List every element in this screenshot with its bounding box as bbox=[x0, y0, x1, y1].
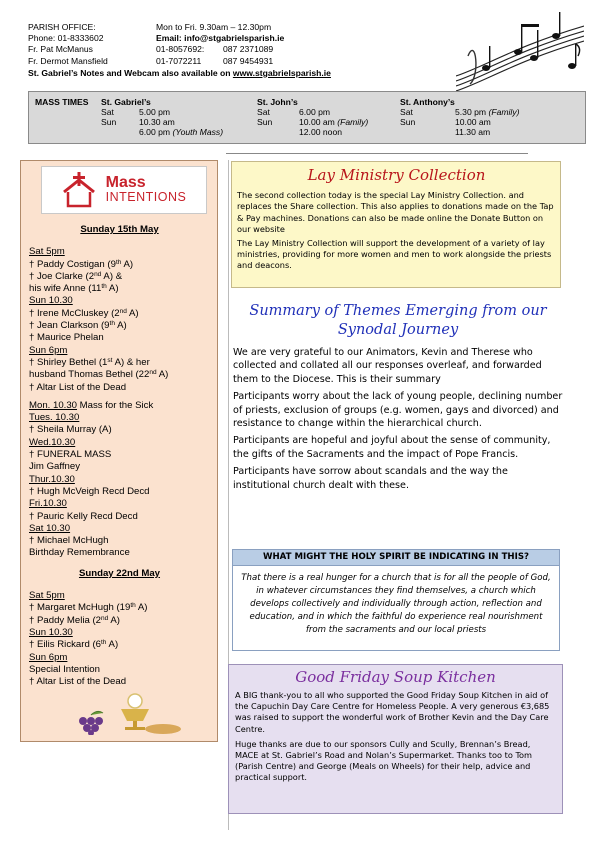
email-text[interactable]: Email: info@stgabrielsparish.ie bbox=[156, 33, 285, 44]
parish-header bbox=[28, 22, 428, 79]
church-st-anthonys: St. Anthony’s Sat 5.30 pm (Family) Sun 10.00 am 11.30 am bbox=[400, 97, 520, 137]
header-row: Fr. Dermot Mansfield 01-7072211 087 9454931 bbox=[28, 55, 274, 66]
chalice-grapes-icon bbox=[63, 693, 183, 735]
header-row: Fr. Pat McManus 01-8057692: 087 2371089 bbox=[28, 44, 274, 55]
website-link[interactable]: www.stgabrielsparish.ie bbox=[232, 67, 331, 78]
synod-paragraph: Participants worry about the lack of young people, declining number of priests, exclusion of groups (e.g. women, gays and divorced) and resistance to change within the hierarchical church. bbox=[233, 391, 563, 430]
church-cross-icon bbox=[62, 172, 96, 208]
holy-spirit-box bbox=[232, 549, 560, 651]
holy-spirit-heading: WHAT MIGHT THE HOLY SPIRIT BE INDICATING IN THIS? bbox=[233, 550, 559, 566]
mass-times-label: MASS TIMES bbox=[35, 97, 89, 107]
divider bbox=[226, 153, 528, 154]
church-st-johns: St. John’s Sat 6.00 pm Sun 10.00 am (Family) 12.00 noon bbox=[257, 97, 369, 137]
soup-kitchen-text: Huge thanks are due to our sponsors Cully and Scully, Brennan’s Bread, MACE at St. Gabriel’s Road and Nolan’s Supermarket. Thanks too to Tom (Parish Centre) and George (Meals on Wheels) for their help, advice and practical support. bbox=[235, 738, 533, 783]
lay-ministry-text: The second collection today is the special Lay Ministry Collection. and replaces the Share collection. This also applies to donations made on the Tap & Pay machines. Donations can also be made online the Donate Button on our website bbox=[237, 190, 554, 235]
lay-ministry-title: Lay Ministry Collection bbox=[307, 166, 486, 184]
synod-paragraph: Participants have sorrow about scandals and the way the institutional church dealt with these. bbox=[233, 466, 508, 491]
synod-paragraph: We are very grateful to our Animators, Kevin and Therese who collected and collated all our responses overleaf, and forwarded them to the Diocese. This is their summary bbox=[233, 347, 542, 385]
mass-intentions-panel: Mass INTENTIONS Sunday 15th May Sat 5pm † Paddy Costigan (9th A) † Joe Clarke (2nd A) & his wife Anne (11th A) Sun 10.30 † Irene McCluskey (2nd A) † Jean Clarkson (9th A) † Maurice Phelan Sun 6pm † Shirley Bethel (1st A) & her husband Thomas Bethel (22nd A) † Altar List of the Dead Mon. 10.30 Mass for the Sick Tues. 10.30 † Sheila Murray (A) Wed.10.30 † FUNERAL MASS Jim Gaffney Thur.10.30 † Hugh McVeigh Recd Decd Fri.10.30 † Pauric Kelly Recd Decd Sat 10.30 † Michael McHugh Birthday Remembrance Sunday 22nd May Sat 5pm † Margaret McHugh (19th A) † Paddy Melia (2nd A) Sun 10.30 † Eilis Rickard (6th A) Sun 6pm Special Intention † Altar List of the Dead bbox=[20, 160, 218, 742]
lay-ministry-box bbox=[231, 161, 561, 288]
soup-kitchen-title: Good Friday Soup Kitchen bbox=[295, 668, 496, 686]
mass-times-panel bbox=[28, 91, 586, 144]
sunday-heading: Sunday 15th May bbox=[80, 224, 159, 235]
sunday-heading: Sunday 22nd May bbox=[78, 567, 161, 579]
synod-paragraph: Participants are hopeful and joyful about the sense of community, the gifts of the Sacraments and the impact of Pope Francis. bbox=[233, 435, 551, 460]
church-st-gabriels: St. Gabriel’s Sat 5.00 pm Sun 10.30 am 6.00 pm (Youth Mass) bbox=[101, 97, 224, 137]
synod-summary bbox=[233, 302, 563, 496]
header-row: PARISH OFFICE: Mon to Fri. 9.30am – 12.30pm bbox=[28, 22, 272, 32]
soup-kitchen-text: A BIG thank-you to all who supported the Good Friday Soup Kitchen in aid of the Capuchin Day Care Centre for Homeless People. A very generous €3,685 was raised to support the wonderful work of Brother Kevin and the Day Care Centre. bbox=[235, 690, 550, 734]
soup-kitchen-box bbox=[228, 664, 563, 814]
mass-intentions-logo: Mass INTENTIONS bbox=[41, 166, 207, 214]
music-notes-icon bbox=[456, 6, 584, 92]
synod-title: Summary of Themes Emerging from our Synodal Journey bbox=[249, 303, 547, 338]
webcam-notice: St. Gabriel’s Notes and Webcam also available on www.stgabrielsparish.ie bbox=[28, 67, 331, 78]
header-row: Phone: 01-8333602 Email: info@stgabrielsparish.ie bbox=[28, 33, 428, 44]
lay-ministry-text: The Lay Ministry Collection will support the development of a variety of lay ministries, providing for more women and men to work alongside the priests and deacons. bbox=[237, 237, 552, 271]
holy-spirit-text: That there is a real hunger for a church that is for all the people of God, in whatever circumstances they find themselves, a church which develops collectively and individually through action, reflection and education, and in which the faithful do experience real nourishment from the sacraments and our local priests bbox=[241, 573, 551, 635]
